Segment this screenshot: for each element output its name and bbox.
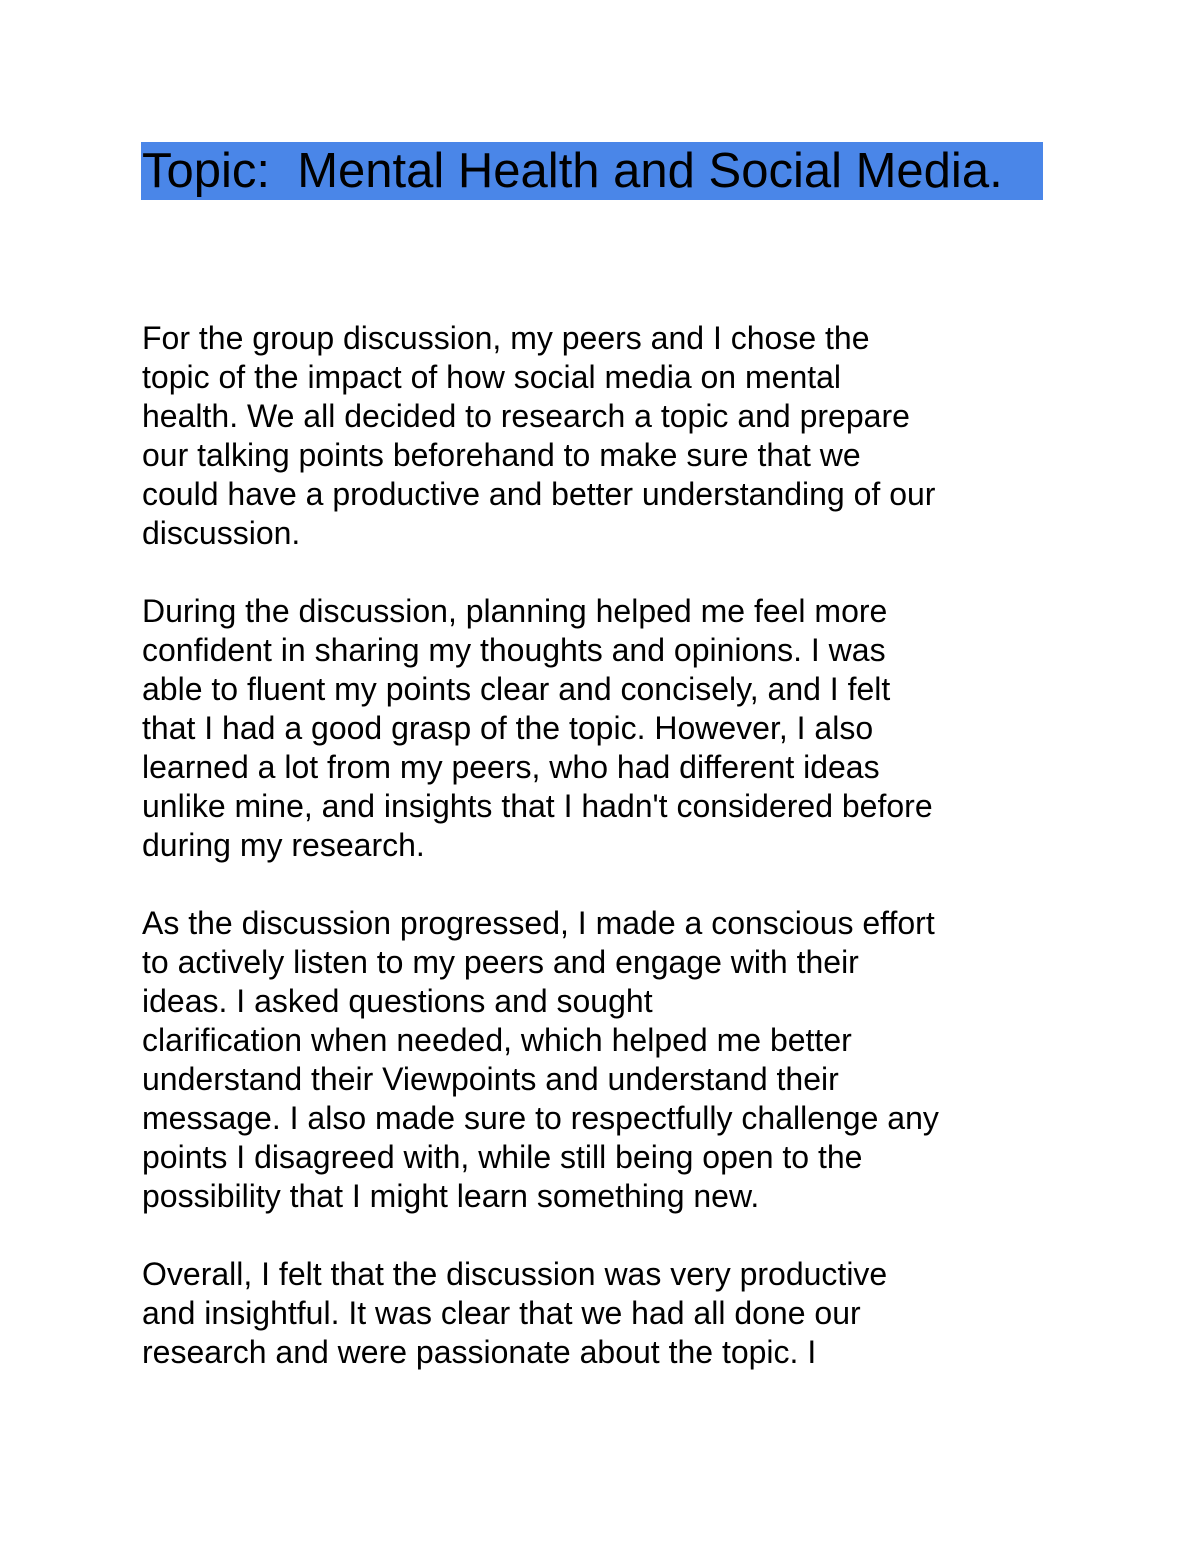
- text-line: understand their Viewpoints and understand their: [142, 1061, 839, 1097]
- text-line: message. I also made sure to respectfully challenge any: [142, 1100, 939, 1136]
- text-line: able to fluent my points clear and concisely, and I felt: [142, 671, 891, 707]
- document-title[interactable]: Topic: Mental Health and Social Media.: [142, 144, 1003, 198]
- document-body: [142, 319, 1082, 1411]
- text-line: Overall, I felt that the discussion was very productive: [142, 1256, 888, 1292]
- text-line: that I had a good grasp of the topic. However, I also: [142, 710, 874, 746]
- text-line: ideas. I asked questions and sought: [142, 983, 653, 1019]
- text-line: discussion.: [142, 515, 301, 551]
- paragraph-3[interactable]: [142, 904, 1082, 1216]
- text-line: our talking points beforehand to make sure that we: [142, 437, 861, 473]
- text-line: could have a productive and better understanding of our: [142, 476, 936, 512]
- text-line: health. We all decided to research a topic and prepare: [142, 398, 910, 434]
- text-line: to actively listen to my peers and engage with their: [142, 944, 859, 980]
- text-line: clarification when needed, which helped me better: [142, 1022, 852, 1058]
- text-line: confident in sharing my thoughts and opinions. I was: [142, 632, 886, 668]
- text-line: learned a lot from my peers, who had different ideas: [142, 749, 880, 785]
- paragraph-1[interactable]: [142, 319, 1082, 553]
- text-line: As the discussion progressed, I made a conscious effort: [142, 905, 935, 941]
- paragraph-2[interactable]: [142, 592, 1082, 865]
- text-line: and insightful. It was clear that we had all done our: [142, 1295, 861, 1331]
- paragraph-4[interactable]: [142, 1255, 1082, 1372]
- text-line: During the discussion, planning helped me feel more: [142, 593, 888, 629]
- text-line: possibility that I might learn something new.: [142, 1178, 760, 1214]
- text-line: topic of the impact of how social media on mental: [142, 359, 842, 395]
- text-line: research and were passionate about the topic. I: [142, 1334, 817, 1370]
- text-line: unlike mine, and insights that I hadn't considered before: [142, 788, 933, 824]
- text-line: during my research.: [142, 827, 425, 863]
- text-line: points I disagreed with, while still being open to the: [142, 1139, 863, 1175]
- text-line: For the group discussion, my peers and I chose the: [142, 320, 870, 356]
